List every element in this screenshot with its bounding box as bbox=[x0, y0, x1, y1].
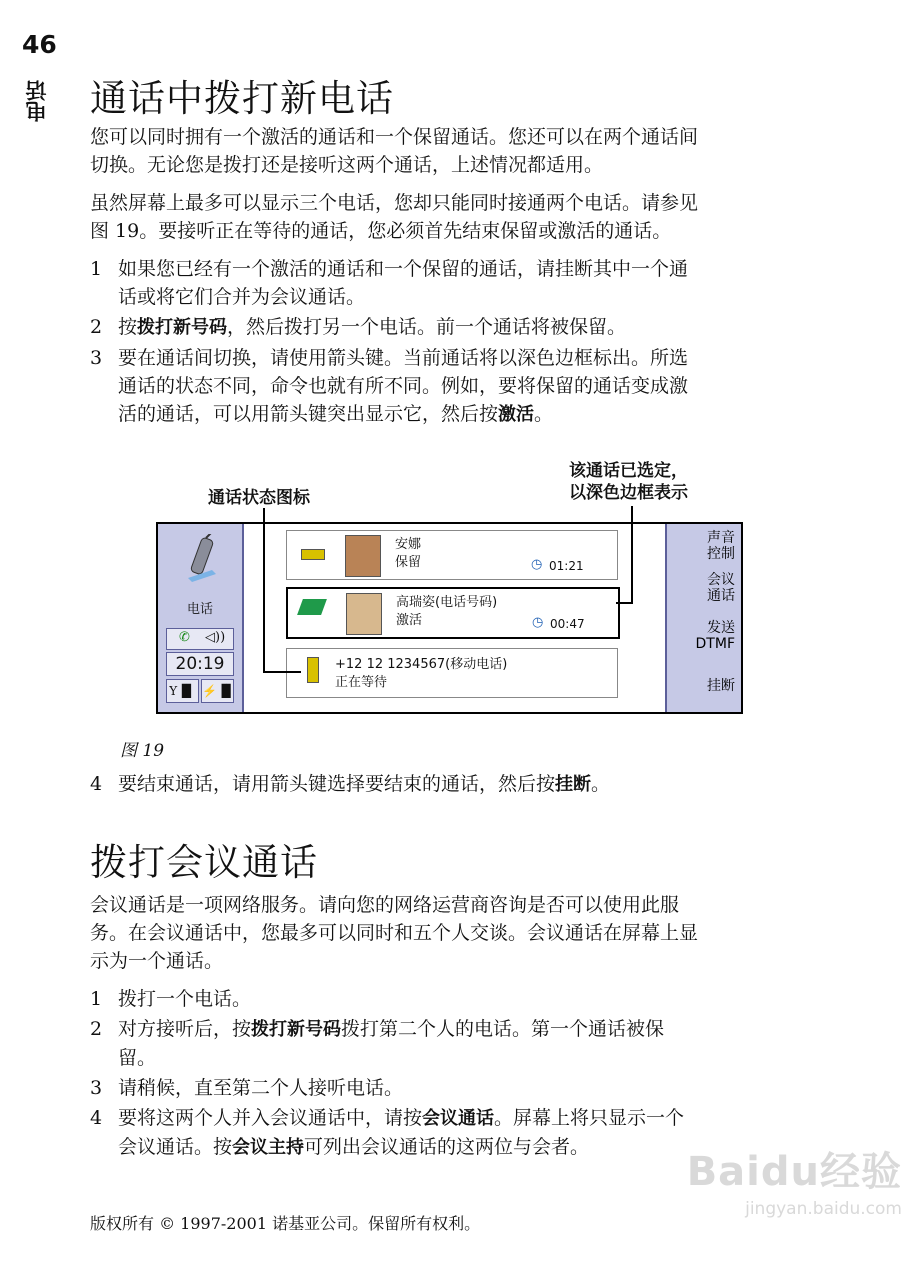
battery-indicator bbox=[201, 679, 234, 703]
call-audio-indicator bbox=[166, 628, 234, 650]
call-status: 保留 bbox=[395, 555, 422, 570]
softkey-conference[interactable]: 会议 通话 bbox=[707, 572, 735, 604]
waiting-phone-icon bbox=[307, 657, 319, 683]
callout-selected: 该通话已选定， 以深色边框表示 bbox=[569, 461, 688, 503]
baidu-logo: Baidu经验 bbox=[686, 1149, 902, 1195]
contact-photo bbox=[345, 535, 381, 577]
caller-name: 高瑞姿(电话号码) bbox=[396, 595, 498, 610]
call-status: 激活 bbox=[396, 613, 423, 628]
softkey-pane bbox=[665, 524, 741, 712]
copyright-footer: 版权所有 © 1997-2001 诺基亚公司。保留所有权利。 bbox=[90, 1214, 481, 1233]
text-line: 虽然屏幕上最多可以显示三个电话，您却只能同时接通两个电话。请参见 bbox=[90, 192, 699, 214]
call-card-waiting[interactable] bbox=[286, 648, 618, 698]
signal-strength-icon: Y▐▌ bbox=[169, 684, 196, 698]
battery-call-icon bbox=[301, 549, 325, 560]
phone-status-pane bbox=[158, 524, 244, 712]
softkey-send-dtmf[interactable]: 发送 DTMF bbox=[695, 620, 735, 652]
app-label: 电话 bbox=[186, 602, 213, 617]
section1-steps bbox=[90, 255, 815, 431]
callout-line bbox=[631, 506, 633, 604]
text-line: 示为一个通话。 bbox=[90, 950, 224, 972]
section1-para2 bbox=[90, 189, 815, 245]
stopwatch-icon: ◷ bbox=[532, 615, 544, 630]
caller-name: +12 12 1234567(移动电话) bbox=[335, 657, 508, 672]
call-status: 正在等待 bbox=[335, 675, 388, 690]
text-line: 您可以同时拥有一个激活的通话和一个保留通话。您还可以在两个通话间 bbox=[90, 126, 699, 148]
section1-step4 bbox=[90, 770, 815, 801]
watermark bbox=[687, 1140, 902, 1219]
stopwatch-icon: ◷ bbox=[531, 557, 543, 572]
callout-line bbox=[263, 671, 301, 673]
call-card-held[interactable] bbox=[286, 530, 618, 580]
call-timer: 00:47 bbox=[550, 617, 585, 631]
list-item: 2 对方接听后，按拨打新号码拨打第二个人的电话。第一个通话被保 留。 bbox=[90, 1018, 665, 1069]
caller-name: 安娜 bbox=[395, 537, 422, 552]
list-item: 4 要将这两个人并入会议通话中，请按会议通话。屏幕上将只显示一个 会议通话。按会议主持可列出会议通话的这两位与会者。 bbox=[90, 1107, 685, 1158]
list-item: 3 要在通话间切换，请使用箭头键。当前通话将以深色边框标出。所选 通话的状态不同，命令也就有所不同。例如，要将保留的通话变成激 活的通话，可以用箭头键突出显示它，然后按激活。 bbox=[90, 347, 689, 425]
clock: 20:19 bbox=[166, 652, 234, 676]
text-line: 会议通话是一项网络服务。请向您的网络运营商咨询是否可以使用此服 bbox=[90, 894, 680, 916]
callout-status-icon: 通话状态图标 bbox=[208, 488, 310, 508]
list-item: 3 请稍候，直至第二个人接听电话。 bbox=[90, 1077, 404, 1099]
list-item: 4 要结束通话，请用箭头键选择要结束的通话，然后按挂断。 bbox=[90, 773, 611, 795]
phone-screen bbox=[156, 522, 743, 714]
section2-para bbox=[90, 891, 815, 975]
page-number: 46 bbox=[22, 30, 57, 59]
phone-handset-icon bbox=[182, 534, 222, 586]
phone-active-icon bbox=[297, 599, 327, 615]
speaker-icon: ◁)) bbox=[205, 630, 226, 645]
softkey-hang-up[interactable]: 挂断 bbox=[707, 678, 735, 694]
softkey-sound-control[interactable]: 声音 控制 bbox=[707, 530, 735, 562]
green-handset-icon: ✆ bbox=[179, 630, 190, 645]
call-card-active[interactable] bbox=[286, 587, 620, 639]
list-item: 1 拨打一个电话。 bbox=[90, 988, 252, 1010]
section2-title: 拨打会议通话 bbox=[90, 841, 318, 884]
contact-photo bbox=[346, 593, 382, 635]
text-line: 切换。无论您是拨打还是接听这两个通话，上述情况都适用。 bbox=[90, 154, 604, 176]
section1-title: 通话中拨打新电话 bbox=[90, 77, 394, 120]
battery-level-icon: ⚡▐▌ bbox=[202, 684, 236, 698]
section2-steps bbox=[90, 985, 815, 1164]
callout-line bbox=[263, 508, 265, 673]
watermark-url: jingyan.baidu.com bbox=[745, 1199, 902, 1219]
list-item: 1 如果您已经有一个激活的通话和一个保留的通话，请挂断其中一个通 话或将它们合并为会议通话。 bbox=[90, 258, 689, 308]
text-line: 图 19。要接听正在等待的通话，您必须首先结束保留或激活的通话。 bbox=[90, 220, 672, 242]
figure-caption: 图 19 bbox=[120, 741, 165, 761]
section-tab: 电话 bbox=[25, 80, 49, 122]
section1-para1 bbox=[90, 123, 815, 179]
list-item: 2 按拨打新号码，然后拨打另一个电话。前一个通话将被保留。 bbox=[90, 316, 627, 338]
text-line: 务。在会议通话中，您最多可以同时和五个人交谈。会议通话在屏幕上显 bbox=[90, 922, 699, 944]
call-timer: 01:21 bbox=[549, 559, 584, 573]
callout-line bbox=[616, 602, 633, 604]
signal-indicator bbox=[166, 679, 199, 703]
